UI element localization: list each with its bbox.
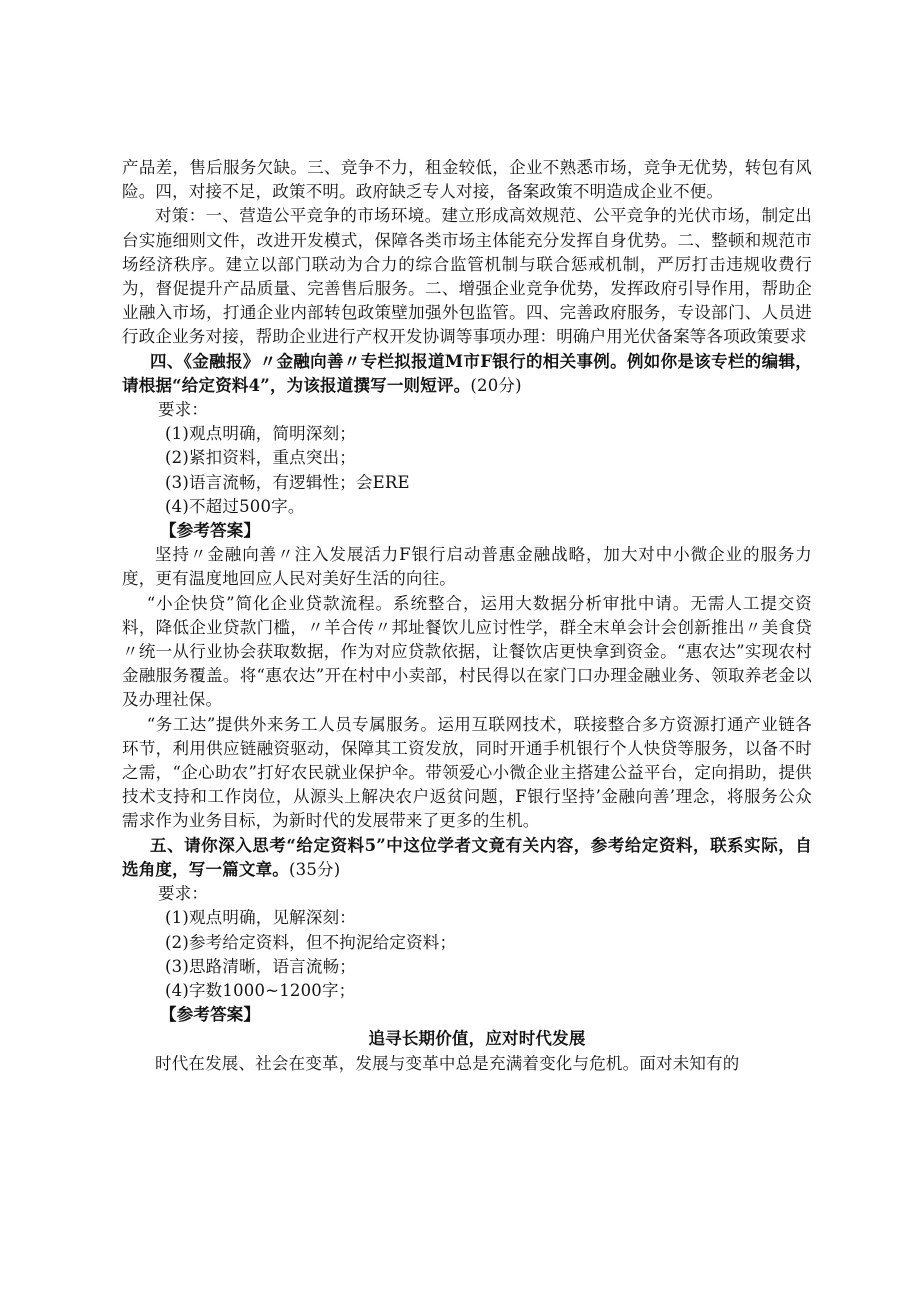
question-4-answer-paragraph-2: “小企快贷”简化企业贷款流程。系统整合，运用大数据分析审批中请。无需人工提交资料，降低企业贷款门槛，〃羊合传〃邦址餐饮儿应讨性学，群全末单会计会创新推出〃美食贷〃统一从行业协会获取数据，作为对应贷款依据，让餐饮店更快拿到资金。“惠农达”实现农村金融服务覆盖。将“惠农达”开在村中小卖部，村民得以在家门口办理金融业务、领取养老金以及办理社保。 [122, 593, 812, 710]
question-5-text: 五、请你深入思考“给定资料5”中这位学者文竟有关内容，参考给定资料，联系实际，自选角度，写一篇文章。 [122, 835, 812, 879]
document-body [122, 156, 812, 1076]
question-4 [122, 350, 812, 398]
question-5-requirement-2: (2)参考给定资料，但不拘泥给定资料； [165, 932, 457, 952]
essay-first-line: 时代在发展、社会在变革，发展与变革中总是充满着变化与危机。面对未知有的 [155, 1053, 740, 1073]
question-4-score: (20分) [470, 375, 522, 395]
question-5-score: (35分) [289, 859, 341, 879]
question-5-requirement-3: (3)思路清晰，语言流畅； [165, 956, 356, 976]
question-4-text: 四、《金融报》〃金融向善〃专栏拟报道M市F银行的相关事例。例如你是该专栏的编辑，请根据“给定资料4”，为该报道撰写一则短评。 [122, 351, 812, 395]
question-4-requirement-4: (4)不超过500字。 [165, 496, 305, 516]
question-5-requirement-1: (1)观点明确，见解深刻： [165, 908, 356, 928]
question-5 [122, 834, 812, 882]
question-5-requirement-4: (4)字数1000~1200字； [165, 980, 356, 1000]
question-5-answer-label: 【参考答案】 [160, 1005, 261, 1025]
paragraph-countermeasures: 对策：一、营造公平竞争的市场环境。建立形成高效规范、公平竞争的光伏市场，制定出台实施细则文件，改进开发模式，保障各类市场主体能充分发挥自身优势。二、整顿和规范市场经济秩序。建立以部门联动为合力的综合监管机制与联合惩戒机制，严厉打击违规收费行为，督促提升产品质量、完善售后服务。二、增强企业竞争优势，发挥政府引导作用，帮助企业融入市场，打通企业内部转包政策壁加强外包监管。四、完善政府服务，专设部门、人员进行政企业务对接，帮助企业进行产权开发协调等事项办理：明确户用光伏备案等各项政策要求 [122, 206, 812, 347]
question-4-requirements-label: 要求： [158, 400, 209, 420]
question-4-answer-label: 【参考答案】 [160, 521, 261, 541]
question-4-requirement-3: (3)语言流畅，有逻辑性；会ERE [165, 472, 410, 492]
question-4-requirement-2: (2)紧扣资料，重点突出； [165, 448, 356, 468]
question-4-answer-paragraph-1: 坚持〃金融向善〃注入发展活力F银行启动普惠金融战略，加大对中小微企业的服务力度，更有温度地回应人民对美好生活的向往。 [122, 545, 812, 589]
paragraph-problems: 产品差，售后服务欠缺。三、竞争不力，租金较低，企业不熟悉市场，竞争无优势，转包有风险。四，对接不足，政策不明。政府缺乏专人对接，备案政策不明造成企业不便。 [122, 158, 812, 202]
essay-title: 追寻长期价值，应对时代发展 [368, 1029, 586, 1049]
question-4-requirement-1: (1)观点明确，简明深刻； [165, 424, 356, 444]
question-5-requirements-label: 要求： [158, 884, 209, 904]
question-4-answer-paragraph-3: “务工达”提供外来务工人员专属服务。运用互联网技术，联接整合多方资源打通产业链各环节，利用供应链融资驱动，保障其工资发放，同时开通手机银行个人快贷等服务，以备不时之需，“企心助农”打好农民就业保护伞。带领爱心小微企业主搭建公益平台，定向捐助，提供技术支持和工作岗位，从源头上解决农户返贫问题，F银行坚持’金融向善’理念，将服务公众需求作为业务目标，为新时代的发展带来了更多的生机。 [122, 714, 812, 831]
